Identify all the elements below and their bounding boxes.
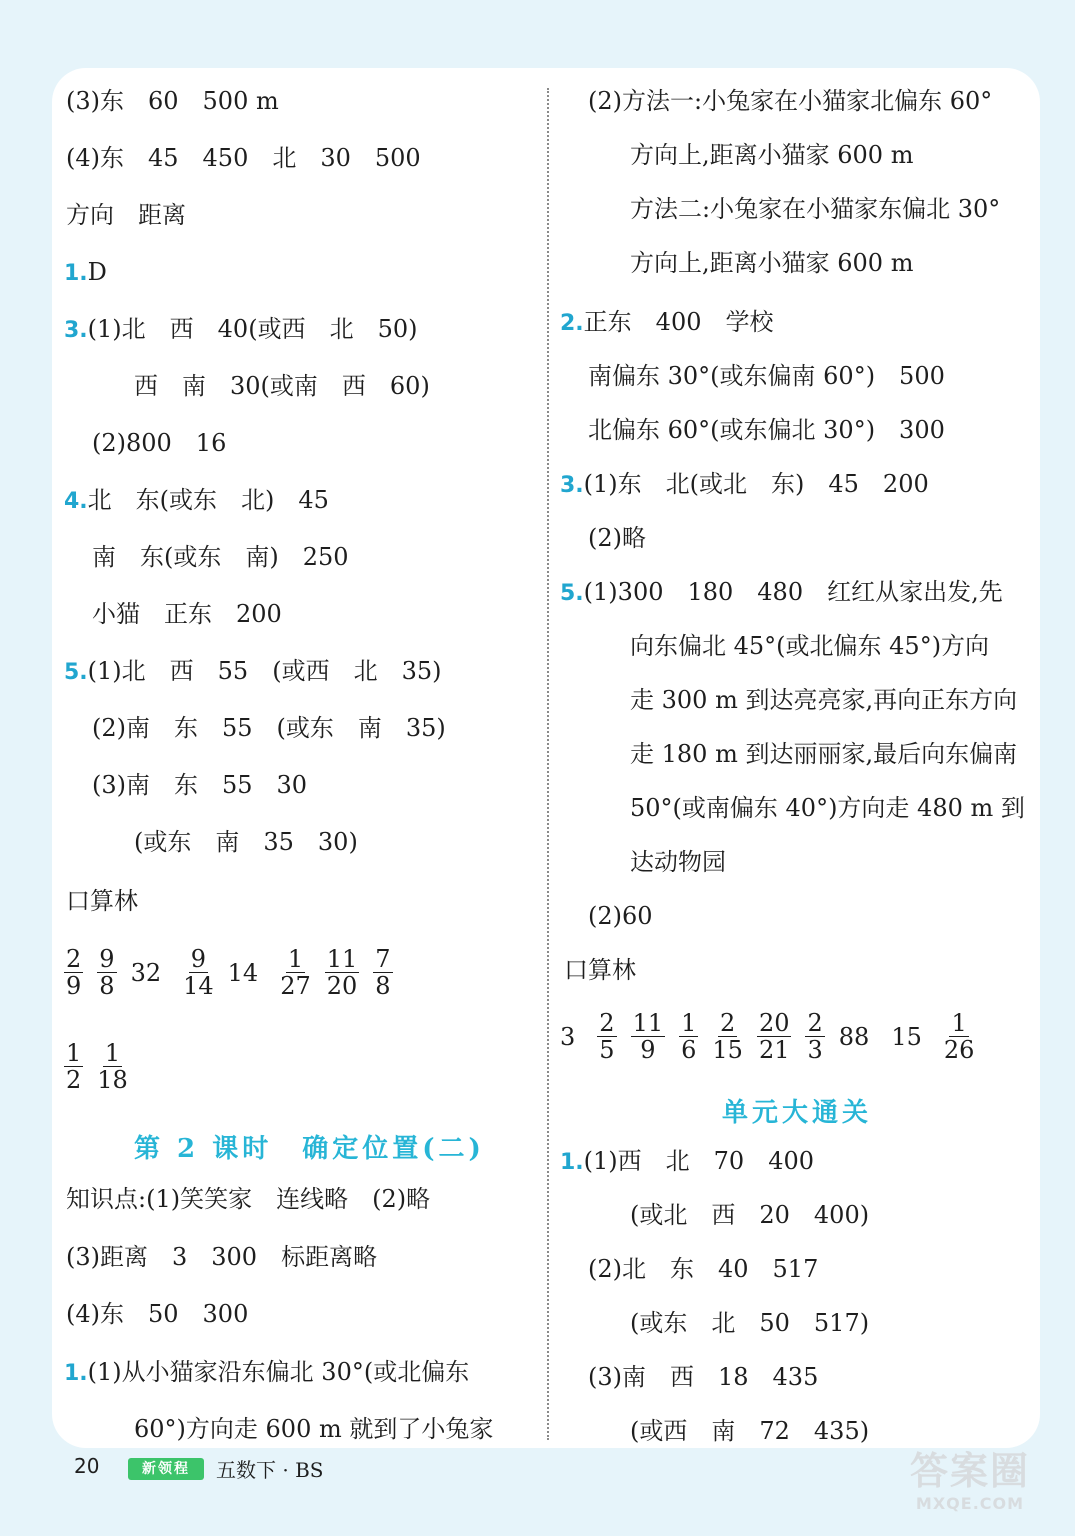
oral-section-title: 口算林 [66,887,138,915]
answer-line: (2)南 东 55 (或东 南 35) [92,714,446,742]
answer-line: (2)60 [588,902,653,930]
numerator: 2 [807,1009,823,1037]
answer-line: (或东 南 35 30) [134,828,358,856]
question-number: 3. [560,473,584,498]
fraction [64,946,83,999]
fraction [325,946,360,999]
answer-line: (2)略 [588,524,646,552]
watermark-url: MXQE.COM [915,1494,1025,1513]
page-number: 20 [74,1454,100,1478]
fraction [280,946,311,999]
numerator: 11 [632,1009,664,1037]
denominator: 8 [99,972,115,1000]
fraction [183,946,214,999]
answer-text: (1)北 西 40(或西 北 50) [87,315,418,343]
fraction [679,1010,698,1063]
answer-line: 方向 距离 [66,201,186,229]
question-number: 1. [64,261,88,286]
question-5 [560,575,1003,611]
fraction [805,1010,824,1063]
question-2 [560,305,773,341]
numerator: 11 [326,945,358,973]
denominator: 14 [183,972,214,1000]
answer-line: 达动物园 [630,848,726,876]
fraction [631,1010,666,1063]
numerator: 2 [599,1009,615,1037]
whole-number: 3 [560,1022,576,1051]
denominator: 18 [97,1066,128,1094]
answer-line: (或西 南 72 435) [630,1417,870,1445]
answer-line: (2)800 16 [92,429,227,457]
numerator: 1 [681,1009,697,1037]
brand-logo: 新领程 [128,1458,204,1480]
question-number: 5. [64,660,88,685]
denominator: 5 [599,1036,615,1064]
book-name: 五数下 · BS [216,1458,324,1482]
question-number: 1. [64,1361,88,1386]
answer-line: 方向上,距离小猫家 600 m [630,249,914,277]
column-divider [547,88,549,1440]
denominator: 15 [712,1036,743,1064]
question-number: 3. [64,318,88,343]
practice-1 [64,1355,469,1391]
denominator: 9 [66,972,82,1000]
fraction [97,946,116,999]
numerator: 7 [375,945,391,973]
answer-line: (2)方法一:小兔家在小猫家北偏东 60° [588,87,993,115]
question-number: 4. [64,489,88,514]
denominator: 26 [943,1036,975,1064]
answer-line: (4)东 45 450 北 30 500 [66,144,421,172]
answer-line: (或东 北 50 517) [630,1309,870,1337]
question-3 [560,467,929,503]
whole-number: 32 [130,958,162,987]
answer-line: (3)距离 3 300 标距离略 [66,1243,378,1271]
fraction [757,1010,792,1063]
fraction [97,1040,128,1093]
answer-text: (1)西 北 70 400 [583,1147,815,1175]
answer-text: 正东 400 学校 [583,308,774,336]
section-title: 单元大通关 [722,1098,873,1128]
answer-line: 北偏东 60°(或东偏北 30°) 300 [588,416,945,444]
answer-line: 知识点:(1)笑笑家 连线略 (2)略 [66,1185,431,1213]
answer-line: 方法二:小兔家在小猫家东偏北 30° [630,195,1001,223]
whole-number: 88 [838,1022,870,1051]
numerator: 9 [99,945,115,973]
watermark-logo [905,1448,1035,1528]
question-number: 5. [560,581,584,606]
oral-section-title: 口算林 [564,956,636,984]
answer-line: 50°(或南偏东 40°)方向走 480 m 到 [630,794,1025,822]
question-1 [64,255,107,291]
section-title: 第 2 课时 确定位置(二) [134,1134,485,1164]
unit-question-1 [560,1144,814,1180]
denominator: 2 [66,1066,82,1094]
numerator: 1 [951,1009,967,1037]
watermark-text: 答案圈 [909,1449,1030,1493]
denominator: 21 [758,1036,790,1064]
numerator: 1 [66,1039,82,1067]
fraction [712,1010,743,1063]
numerator: 9 [190,945,207,973]
answer-line: (或北 西 20 400) [630,1201,870,1229]
denominator: 3 [807,1036,823,1064]
question-4 [64,483,329,519]
numerator: 20 [758,1009,790,1037]
question-3 [64,312,417,348]
fraction [944,1010,975,1063]
answer-line: (3)南 东 55 30 [92,771,308,799]
answer-line: 方向上,距离小猫家 600 m [630,141,914,169]
answer-text: 北 东(或东 北) 45 [87,486,329,514]
answer-line: 南 东(或东 南) 250 [92,543,349,571]
answer-text: (1)300 180 480 红红从家出发,先 [583,578,1003,606]
numerator: 1 [104,1039,121,1067]
whole-number: 14 [227,958,259,987]
fraction [597,1010,616,1063]
denominator: 20 [326,972,358,1000]
answer-line: (4)东 50 300 [66,1300,249,1328]
numerator: 2 [720,1009,736,1037]
answer-line: 小猫 正东 200 [92,600,282,628]
question-5 [64,654,441,690]
answer-line: (3)东 60 500 m [66,87,279,115]
answer-line: 60°)方向走 600 m 就到了小兔家 [134,1415,494,1443]
oral-answers-row [64,946,407,999]
answer-line: 南偏东 30°(或东偏南 60°) 500 [588,362,945,390]
denominator: 9 [640,1036,656,1064]
answer-line: 西 南 30(或南 西 60) [134,372,430,400]
denominator: 6 [681,1036,697,1064]
whole-number: 15 [891,1022,922,1051]
answer-text: (1)从小猫家沿东偏北 30°(或北偏东 [87,1358,470,1386]
answer-text: (1)东 北(或北 东) 45 200 [583,470,929,498]
oral-answers-row [64,1040,142,1093]
denominator: 8 [375,972,391,1000]
question-number: 2. [560,311,584,336]
question-number: 1. [560,1150,584,1175]
answer-line: (3)南 西 18 435 [588,1363,819,1391]
answer-text: (1)北 西 55 (或西 北 35) [87,657,442,685]
answer-line: 走 300 m 到达亮亮家,再向正东方向 [630,686,1018,714]
fraction [64,1040,83,1093]
numerator: 1 [287,945,304,973]
denominator: 27 [280,972,311,1000]
answer-line: (2)北 东 40 517 [588,1255,819,1283]
answer-line: 走 180 m 到达丽丽家,最后向东偏南 [630,740,1018,768]
oral-answers-row [560,1010,988,1063]
numerator: 2 [66,945,82,973]
fraction [373,946,392,999]
answer-text: D [87,258,107,286]
answer-line: 向东偏北 45°(或北偏东 45°)方向 [630,632,990,660]
